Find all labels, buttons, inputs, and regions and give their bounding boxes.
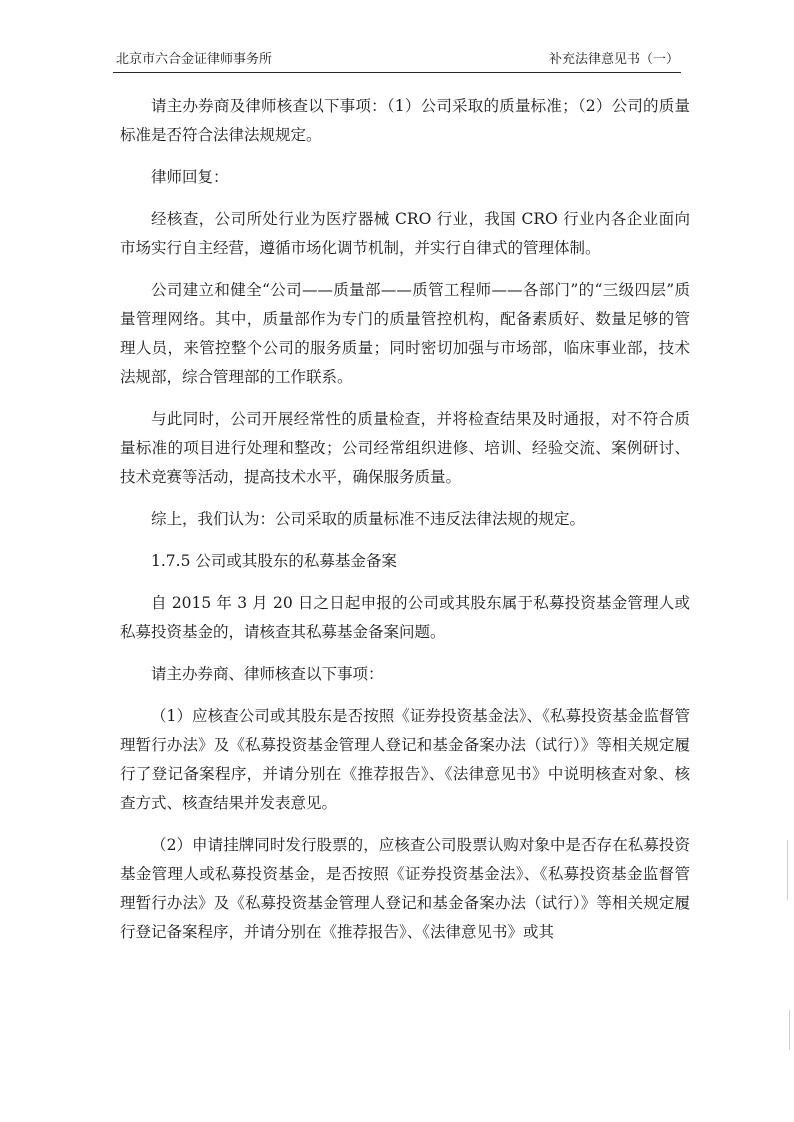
scan-artifact-line bbox=[787, 840, 788, 900]
lawyer-reply-heading: 律师回复： bbox=[151, 168, 229, 186]
reply-paragraph-industry: 经核查，公司所处行业为医疗器械 CRO 行业，我国 CRO 行业内各企业面向市场实行自主经营，遵循市场化调节机制，并实行自律式的管理体制。 bbox=[120, 210, 690, 257]
verification-item-2: （2）申请挂牌同时发行股票的，应核查公司股票认购对象中是否存在私募投资基金管理人或私募投资基金，是否按照《证券投资基金法》、《私募投资基金监督管理暂行办法》及《私募投资基金管理人登记和基金备案办法（试行）》等相关规定履行登记备案程序，并请分别在《推荐报告》、《法律意见书》或其 bbox=[120, 836, 690, 941]
reply-conclusion: 综上，我们认为：公司采取的质量标准不违反法律法规的规定。 bbox=[151, 510, 586, 528]
law-firm-name: 北京市六合金证律师事务所 bbox=[116, 52, 273, 67]
verification-item-1: （1）应核查公司或其股东是否按照《证券投资基金法》、《私募投资基金监督管理暂行办法》及《私募投资基金管理人登记和基金备案办法（试行）》等相关规定履行了登记备案程序，并请分别在《推荐报告》、《法律意见书》中说明核查对象、核查方式、核查结果并发表意见。 bbox=[120, 707, 690, 812]
section-heading: 1.7.5 公司或其股东的私募基金备案 bbox=[151, 552, 397, 570]
reply-paragraph-quality-network: 公司建立和健全“公司——质量部——质管工程师——各部门”的“三级四层”质量管理网络。其中，质量部作为专门的质量管控机构，配备素质好、数量足够的管理人员，来管控整个公司的服务质量；同时密切加强与市场部，临床事业部，技术法规部，综合管理部的工作联系。 bbox=[120, 281, 690, 386]
verification-intro: 请主办券商、律师核查以下事项： bbox=[151, 665, 384, 683]
page-header bbox=[113, 48, 681, 73]
reply-paragraph-quality-inspection: 与此同时，公司开展经常性的质量检查，并将检查结果及时通报，对不符合质量标准的项目进行处理和整改；公司经常组织进修、培训、经验交流、案例研讨、技术竞赛等活动，提高技术水平，确保服务质量。 bbox=[120, 410, 690, 486]
scan-artifact-line bbox=[789, 1010, 790, 1050]
document-title: 补充法律意见书（一） bbox=[548, 52, 679, 67]
question-paragraph: 请主办券商及律师核查以下事项：（1）公司采取的质量标准；（2）公司的质量标准是否符合法律法规规定。 bbox=[120, 97, 690, 144]
fund-filing-question: 自 2015 年 3 月 20 日之日起申报的公司或其股东属于私募投资基金管理人或私募投资基金的，请核查其私募基金备案问题。 bbox=[120, 594, 690, 641]
document-body bbox=[120, 92, 690, 960]
